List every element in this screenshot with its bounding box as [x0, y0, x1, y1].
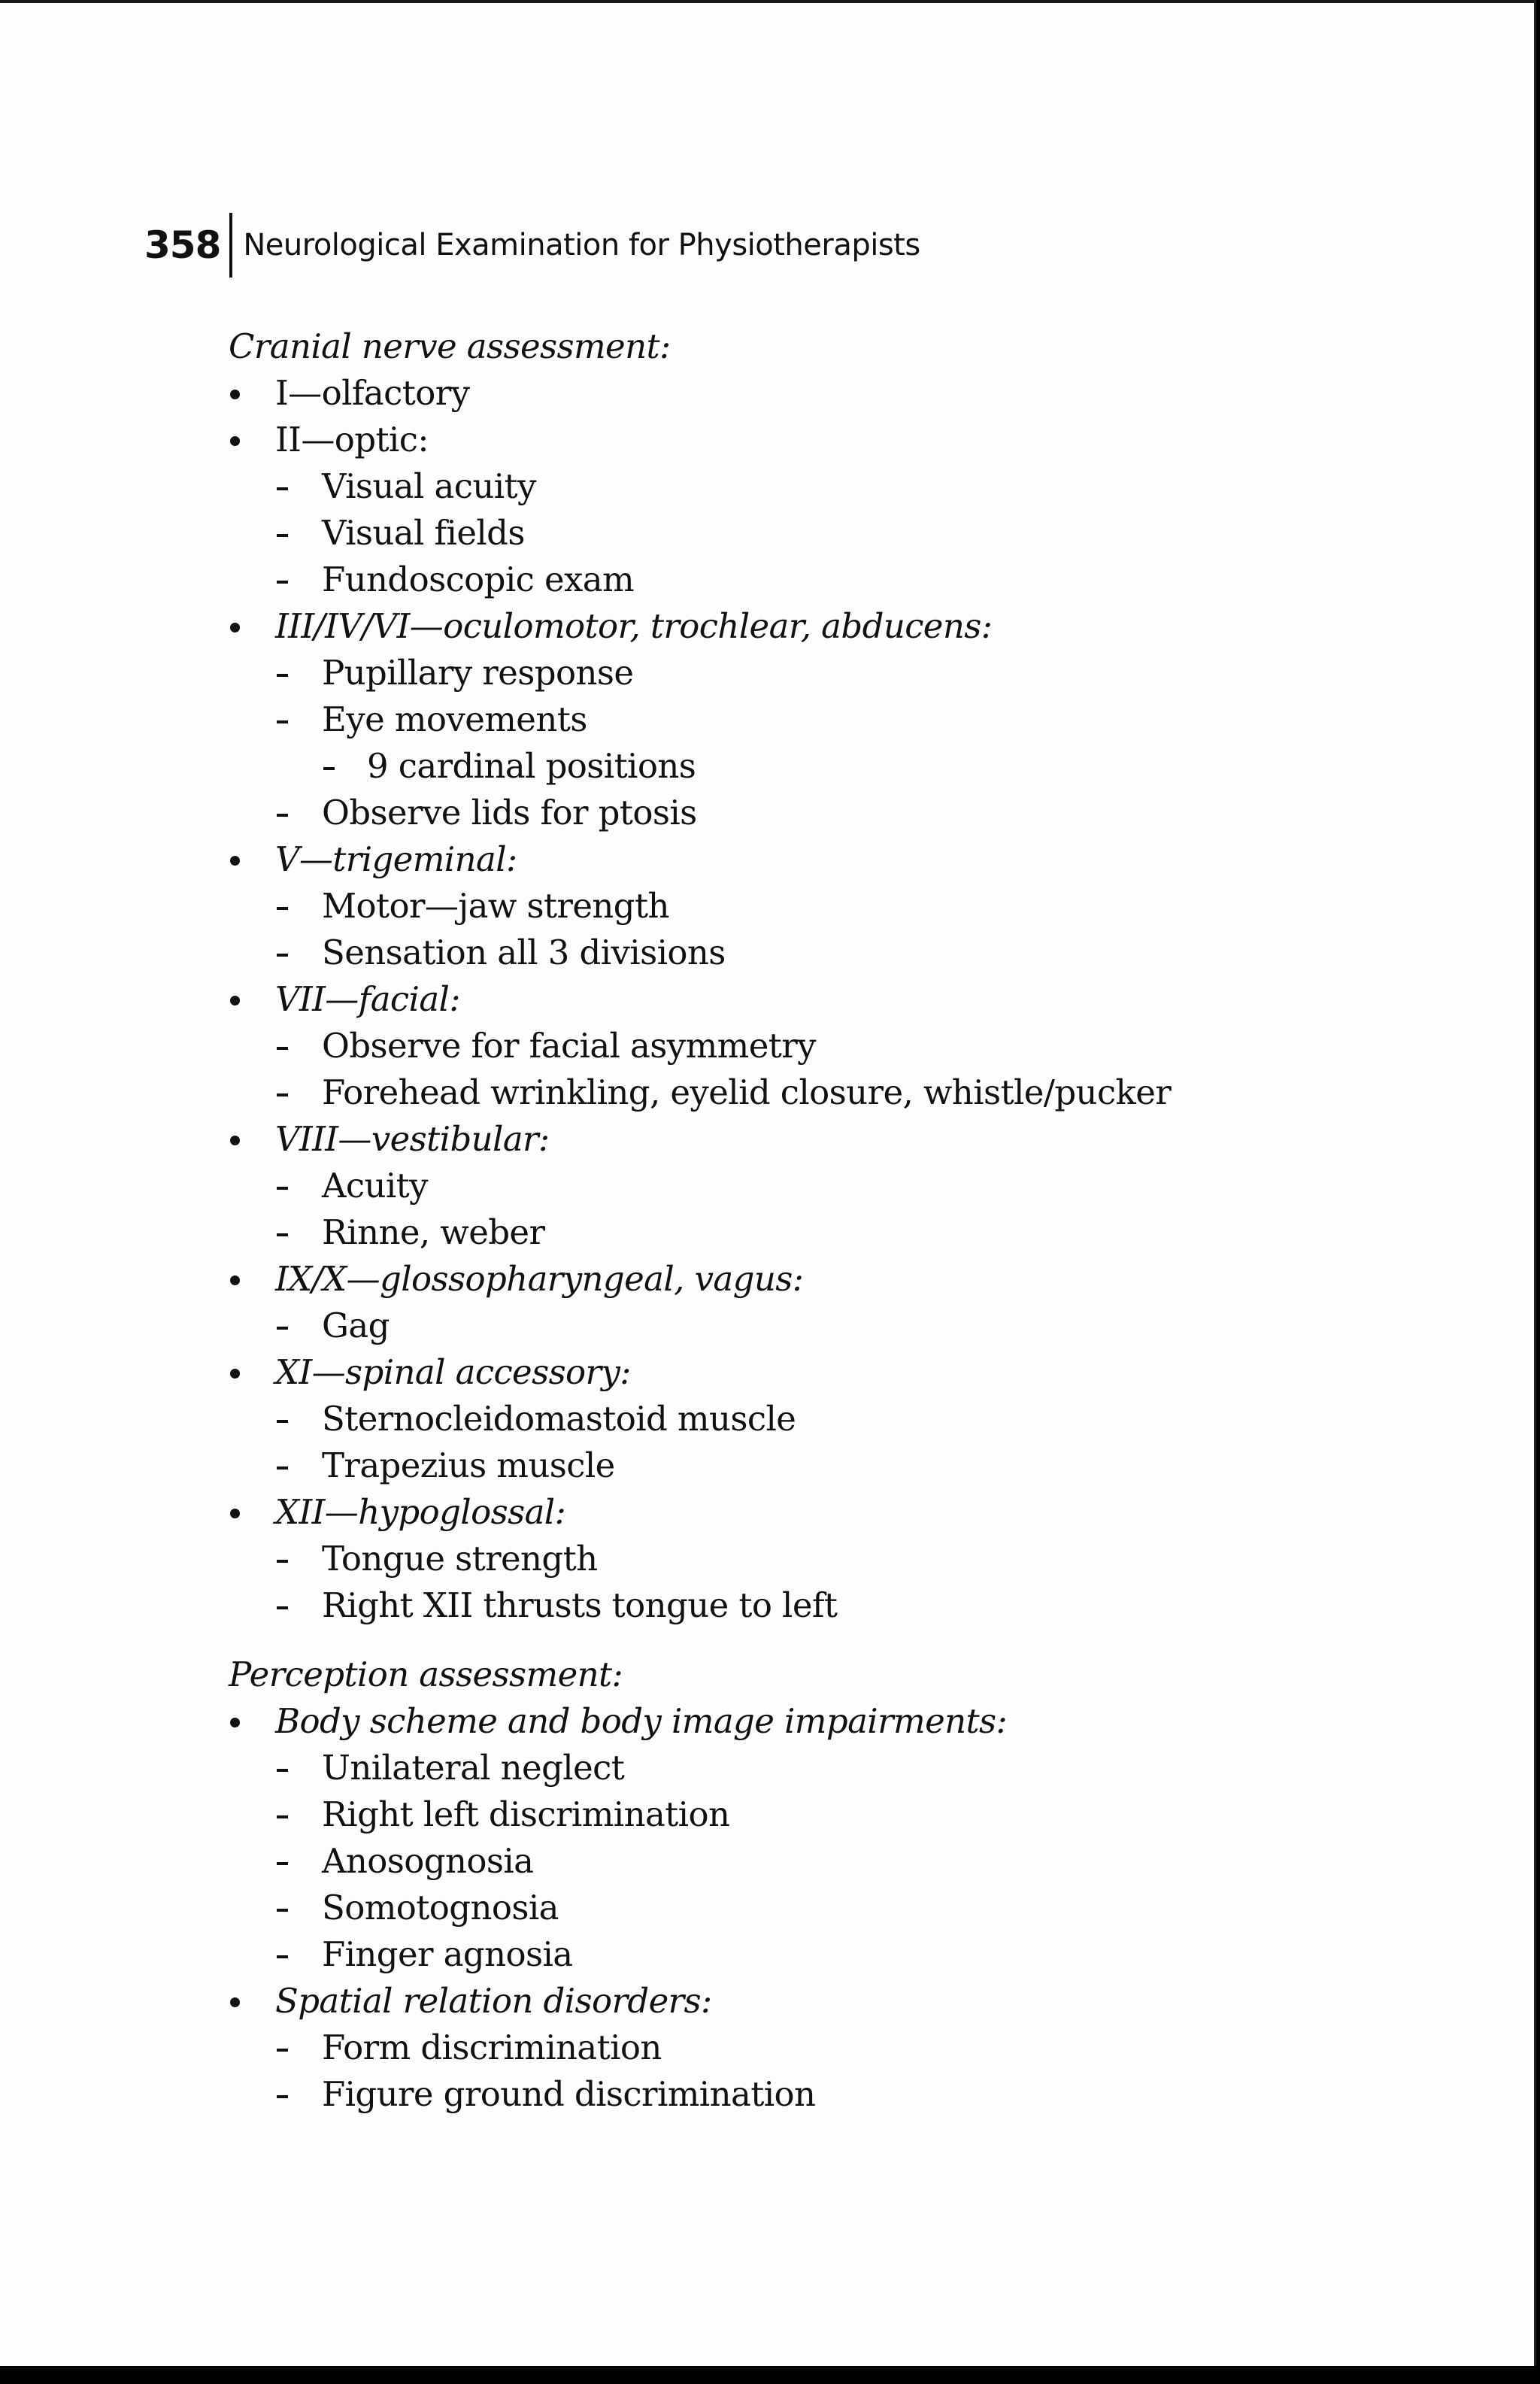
top-border	[0, 0, 1534, 3]
dash-icon	[277, 650, 299, 696]
bullet-icon	[229, 417, 277, 463]
sub-item-label: Sensation all 3 divisions	[322, 933, 726, 972]
sub-list-item	[229, 930, 1432, 976]
sub-item-label: Visual acuity	[322, 466, 536, 506]
section	[229, 1652, 1432, 2118]
dash-icon	[277, 1069, 299, 1116]
dash-icon	[277, 1209, 299, 1256]
dash-icon	[277, 696, 299, 743]
dash-icon	[277, 2071, 299, 2118]
sub-list-item	[229, 1931, 1432, 1978]
bullet-icon	[229, 1489, 277, 1536]
sub-list-item	[229, 510, 1432, 557]
sub-item-label: Gag	[322, 1306, 390, 1345]
dash-icon	[277, 510, 299, 557]
sub-list-item	[229, 2071, 1432, 2118]
sub-sub-list-item	[229, 743, 1432, 790]
dash-icon	[277, 557, 299, 603]
header-divider	[229, 213, 232, 278]
page-content	[229, 323, 1432, 2118]
dash-icon	[277, 1303, 299, 1349]
list-item-label: XII—hypoglossal:	[275, 1492, 566, 1532]
dash-icon	[277, 930, 299, 976]
sub-list-item	[229, 1838, 1432, 1885]
dash-icon	[277, 1885, 299, 1931]
dash-icon	[277, 1442, 299, 1489]
sub-list-item	[229, 557, 1432, 603]
sub-item-label: Observe lids for ptosis	[322, 793, 697, 833]
list-item	[229, 603, 1432, 836]
sub-list-item	[229, 1396, 1432, 1442]
list-item	[229, 1698, 1432, 1978]
sub-item-label: Finger agnosia	[322, 1934, 573, 1974]
page-header	[144, 215, 920, 275]
section	[229, 323, 1432, 1629]
list-item-label: VIII—vestibular:	[275, 1119, 550, 1159]
sub-item-label: Tongue strength	[322, 1539, 598, 1579]
dash-icon	[277, 1536, 299, 1582]
sub-item-label: Observe for facial asymmetry	[322, 1026, 816, 1066]
sub-item-label: Somotognosia	[322, 1888, 559, 1928]
sub-list-item	[229, 1069, 1432, 1116]
bullet-icon	[229, 370, 277, 417]
sub-item-label: Motor—jaw strength	[322, 886, 669, 926]
bullet-icon	[229, 1698, 277, 1745]
sub-list-item	[229, 2025, 1432, 2071]
dash-icon	[277, 790, 299, 836]
list-item-label: IX/X—glossopharyngeal, vagus:	[275, 1259, 804, 1299]
sub-item-label: Sternocleidomastoid muscle	[322, 1399, 796, 1439]
sub-list-item	[229, 1536, 1432, 1582]
bullet-list	[229, 1698, 1432, 2118]
sub-sub-item-label: 9 cardinal positions	[367, 746, 696, 786]
sub-list-item	[229, 1442, 1432, 1489]
dash-icon	[277, 1838, 299, 1885]
list-item-label: I—olfactory	[275, 373, 470, 413]
sub-item-label: Figure ground discrimination	[322, 2074, 816, 2114]
dash-icon	[277, 1582, 299, 1629]
sub-item-label: Forehead wrinkling, eyelid closure, whistle/pucker	[322, 1072, 1172, 1112]
bullet-list	[229, 370, 1432, 1629]
sub-list-item	[229, 1023, 1432, 1069]
sub-list-item	[229, 790, 1432, 836]
sub-item-label: Pupillary response	[322, 653, 634, 693]
sub-item-label: Form discrimination	[322, 2028, 662, 2067]
list-item	[229, 1116, 1432, 1256]
list-item	[229, 1489, 1432, 1629]
dash-icon	[277, 463, 299, 510]
list-item	[229, 836, 1432, 976]
bullet-icon	[229, 603, 277, 650]
sub-item-label: Unilateral neglect	[322, 1748, 625, 1788]
list-item-label: Body scheme and body image impairments:	[275, 1701, 1008, 1741]
list-item	[229, 370, 1432, 417]
list-item-label: XI—spinal accessory:	[275, 1352, 631, 1392]
dash-icon	[277, 1931, 299, 1978]
bullet-icon	[229, 1349, 277, 1396]
sub-list-item	[229, 1303, 1432, 1349]
bullet-icon	[229, 1256, 277, 1303]
dash-icon	[277, 1745, 299, 1791]
sub-item-label: Fundoscopic exam	[322, 560, 635, 599]
dash-icon	[323, 743, 346, 790]
bullet-icon	[229, 836, 277, 883]
running-title: Neurological Examination for Physiotherapists	[243, 228, 920, 262]
list-item-label: VII—facial:	[275, 979, 460, 1019]
sub-list-item	[229, 1791, 1432, 1838]
bullet-icon	[229, 976, 277, 1023]
sub-list-item	[229, 696, 1432, 790]
sub-list-item	[229, 463, 1432, 510]
section-gap	[229, 1629, 1432, 1652]
page-number: 358	[144, 223, 221, 267]
list-item	[229, 1978, 1432, 2118]
list-item	[229, 976, 1432, 1116]
sub-item-label: Eye movements	[322, 699, 587, 739]
bullet-icon	[229, 1978, 277, 2025]
sub-list-item	[229, 1745, 1432, 1791]
bullet-icon	[229, 1116, 277, 1163]
sub-item-label: Right left discrimination	[322, 1794, 730, 1834]
sub-list-item	[229, 1582, 1432, 1629]
dash-icon	[277, 1396, 299, 1442]
dash-icon	[277, 1163, 299, 1209]
list-item-label: V—trigeminal:	[275, 839, 517, 879]
sub-list-item	[229, 1885, 1432, 1931]
dash-icon	[277, 2025, 299, 2071]
dash-icon	[277, 1791, 299, 1838]
list-item-label: II—optic:	[275, 420, 429, 460]
list-item	[229, 1256, 1432, 1349]
sub-list-item	[229, 883, 1432, 930]
list-item	[229, 417, 1432, 603]
list-item	[229, 1349, 1432, 1489]
sub-item-label: Anosognosia	[322, 1841, 534, 1881]
sub-item-label: Visual fields	[322, 513, 525, 553]
list-item-label: III/IV/VI—oculomotor, trochlear, abducens:	[275, 606, 993, 646]
section-heading: Perception assessment:	[229, 1655, 623, 1694]
dash-icon	[277, 1023, 299, 1069]
sub-item-label: Right XII thrusts tongue to left	[322, 1585, 838, 1625]
section-heading: Cranial nerve assessment:	[229, 326, 671, 366]
sub-list-item	[229, 1209, 1432, 1256]
dash-icon	[277, 883, 299, 930]
sub-item-label: Acuity	[322, 1166, 428, 1206]
sub-item-label: Rinne, weber	[322, 1212, 545, 1252]
sub-list-item	[229, 650, 1432, 696]
sub-item-label: Trapezius muscle	[322, 1445, 615, 1485]
list-item-label: Spatial relation disorders:	[275, 1981, 712, 2021]
sub-list-item	[229, 1163, 1432, 1209]
